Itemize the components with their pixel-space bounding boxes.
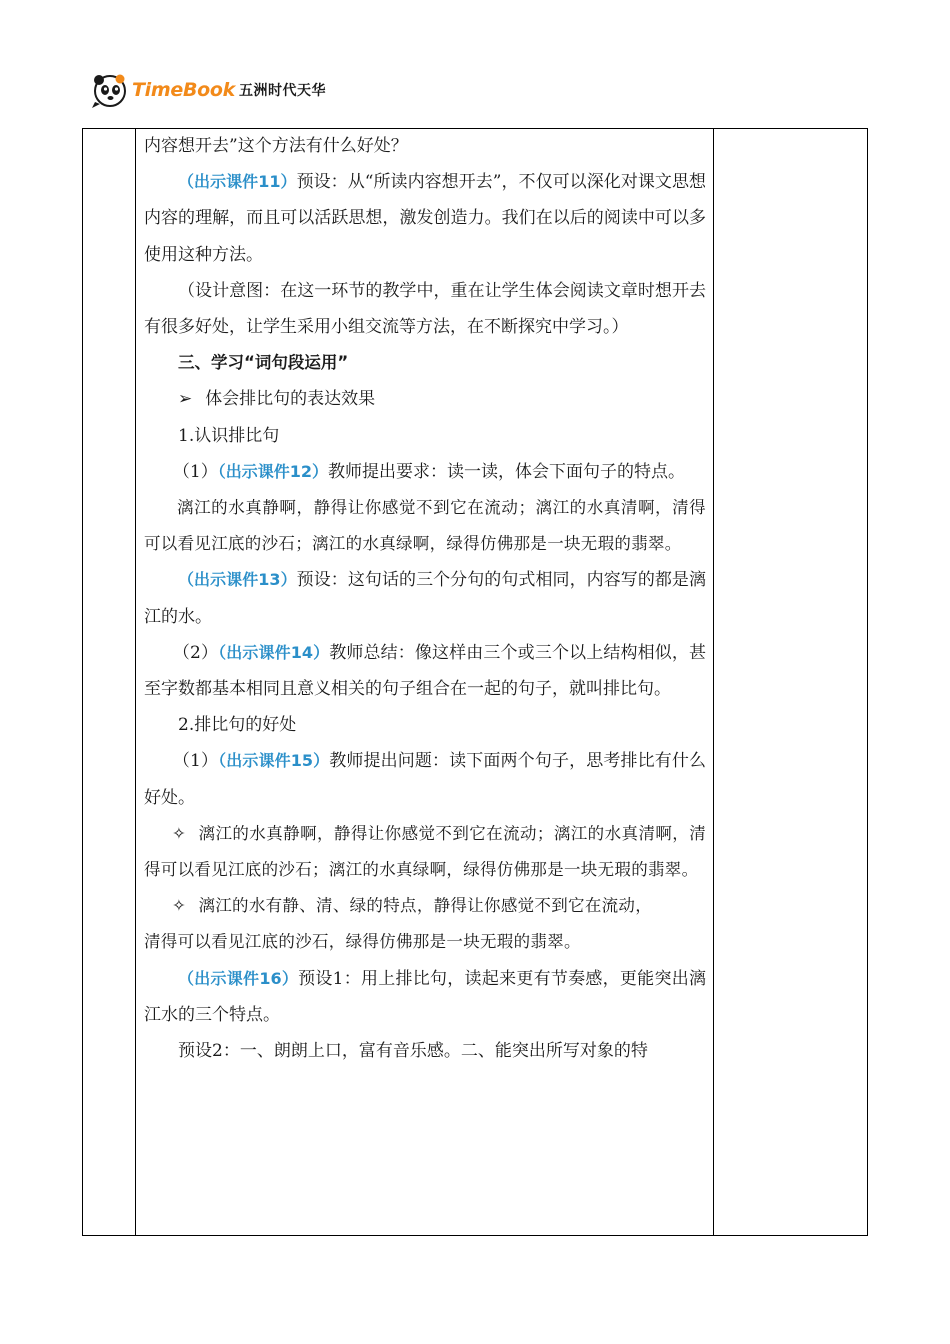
design-intent-paragraph: （设计意图：在这一环节的教学中，重在让学生体会阅读文章时想开去有很多好处，让学生采用小组交流等方法，在不断探究中学习。） [144,280,706,338]
courseware-tag: （出示课件16） [178,968,299,988]
paragraph: 预设2：一、朗朗上口，富有音乐感。二、能突出所写对象的特 [178,1041,648,1062]
courseware-tag: （出示课件12） [217,461,328,481]
panda-mascot-icon [92,72,128,108]
lesson-content [144,128,706,1069]
example-bullet: ✧ 漓江的水真静啊，静得让你感觉不到它在流动；漓江的水真清啊，清得可以看见江底的沙石；漓江的水真绿啊，绿得仿佛那是一块无瑕的翡翠。 [144,816,706,888]
subheading: 1.认识排比句 [178,425,280,446]
paragraph: （出示课件16）预设1：用上排比句，读起来更有节奏感，更能突出漓江水的三个特点。 [144,968,706,1025]
diamond-bullet-icon: ✧ [172,823,187,843]
paragraph: （1）（出示课件15）教师提出问题：读下面两个句子，思考排比有什么好处。 [144,751,706,808]
table-column-divider [135,129,136,1235]
courseware-tag: （出示课件14） [218,642,330,662]
arrow-point: ➢ 体会排比句的表达效果 [144,381,706,417]
example-bullet: ✧ 漓江的水有静、清、绿的特点，静得让你感觉不到它在流动， [144,888,706,924]
diamond-bullet-icon: ✧ [172,896,187,916]
section-heading: 三、学习“词句段运用” [178,353,349,373]
paragraph: 内容想开去”这个方法有什么好处？ [144,136,408,156]
table-column-divider [713,129,714,1235]
courseware-tag: （出示课件11） [178,172,297,192]
example-sentence: 漓江的水真静啊，静得让你感觉不到它在流动；漓江的水真清啊，清得可以看见江底的沙石；漓江的水真绿啊，绿得仿佛那是一块无瑕的翡翠。 [144,498,706,554]
paragraph: （出示课件11）预设：从“所读内容想开去”，不仅可以深化对课文思想内容的理解，而且可以活跃思想，激发创造力。我们在以后的阅读中可以多使用这种方法。 [144,172,706,265]
brand-logo [92,70,326,110]
arrow-bullet-icon: ➢ [178,389,193,410]
brand-name-cn: 五洲时代天华 [238,83,326,99]
subheading: 2.排比句的好处 [178,715,297,736]
example-bullet-continued: 清得可以看见江底的沙石，绿得仿佛那是一块无瑕的翡翠。 [144,932,581,952]
paragraph: （出示课件13）预设：这句话的三个分句的句式相同，内容写的都是漓江的水。 [144,570,706,627]
courseware-tag: （出示课件13） [178,570,297,590]
brand-name: TimeBook [132,79,235,101]
courseware-tag: （出示课件15） [218,751,330,771]
paragraph: （1）（出示课件12）教师提出要求：读一读，体会下面句子的特点。 [172,461,685,482]
paragraph: （2）（出示课件14）教师总结：像这样由三个或三个以上结构相似，甚至字数都基本相同且意义相关的句子组合在一起的句子，就叫排比句。 [144,642,706,700]
